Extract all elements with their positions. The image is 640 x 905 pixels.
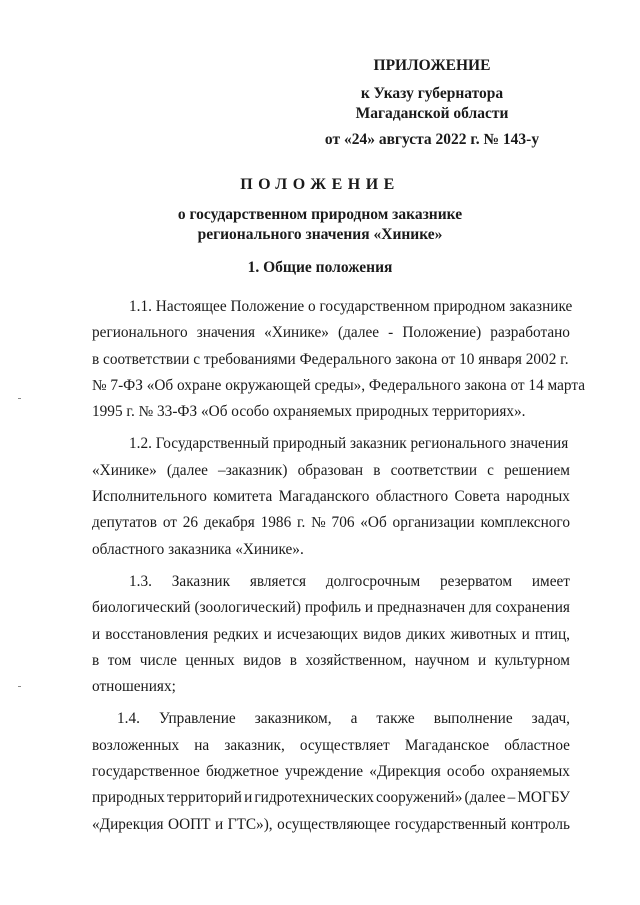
paragraph-line: Исполнительного комитета Магаданского областного Совета народных (92, 488, 570, 506)
margin-mark (18, 398, 21, 399)
paragraph-line: биологический (зоологический) профиль и предназначен для сохранения (92, 599, 570, 617)
paragraph-line: областного заказника «Хинике». (92, 540, 304, 558)
paragraph-line: 1.3. Заказник является долгосрочным резерватом имеет (129, 572, 570, 590)
paragraph-line: и восстановления редких и исчезающих видов диких животных и птиц, (92, 625, 570, 643)
paragraph-line: 1995 г. № 33-ФЗ «Об особо охраняемых природных территориях». (92, 403, 526, 421)
appendix-line-1: к Указу губернатора (360, 85, 504, 102)
paragraph-line: 1.1. Настоящее Положение о государственном природном заказнике (129, 298, 573, 315)
document-subtitle (0, 205, 640, 245)
appendix-heading: ПРИЛОЖЕНИЕ (373, 57, 491, 74)
paragraph-line: природных территорий и гидротехнических сооружений» (далее – МОГБУ (92, 789, 570, 807)
paragraph-1-2 (92, 431, 570, 562)
paragraph-line: регионального значения «Хинике» (далее - Положение) разработано (92, 324, 570, 342)
paragraph-line: отношениях; (92, 678, 176, 696)
paragraph-line: «Хинике» (далее –заказник) образован в соответствии с решением (92, 461, 570, 479)
paragraph-line: 1.2. Государственный природный заказник регионального значения (129, 435, 569, 453)
paragraph-line: «Дирекция ООПТ и ГТС»), осуществляющее государственный контроль (92, 815, 570, 833)
paragraph-line: 1.4. Управление заказником, а также выполнение задач, (117, 710, 570, 728)
paragraph-line: депутатов от 26 декабря 1986 г. № 706 «Об организации комплексного (92, 514, 570, 532)
paragraph-line: № 7-ФЗ «Об охране окружающей среды», Федерального закона от 14 марта (92, 376, 586, 394)
paragraph-line: в том числе ценных видов в хозяйственном, научном и культурном (92, 651, 570, 669)
paragraph-line: в соответствии с требованиями Федерального закона от 10 января 2002 г. (92, 350, 569, 368)
subtitle-line-1: о государственном природном заказнике (177, 206, 463, 223)
margin-mark (18, 686, 21, 687)
document-body (92, 294, 586, 838)
paragraph-line: возложенных на заказник, осуществляет Магаданское областное (92, 736, 570, 754)
paragraph-1-4 (92, 706, 570, 837)
paragraph-1-1 (92, 294, 586, 425)
appendix-block (322, 56, 542, 150)
paragraph-line: государственное бюджетное учреждение «Дирекция особо охраняемых (92, 763, 570, 781)
appendix-line-2: Магаданской области (355, 105, 509, 122)
document-title: ПОЛОЖЕНИЕ (240, 176, 400, 193)
subtitle-line-2: регионального значения «Хинике» (197, 226, 443, 243)
appendix-date: от «24» августа 2022 г. № 143-у (324, 131, 540, 148)
paragraph-1-3 (92, 569, 570, 700)
section-heading: 1. Общие положения (247, 259, 393, 276)
